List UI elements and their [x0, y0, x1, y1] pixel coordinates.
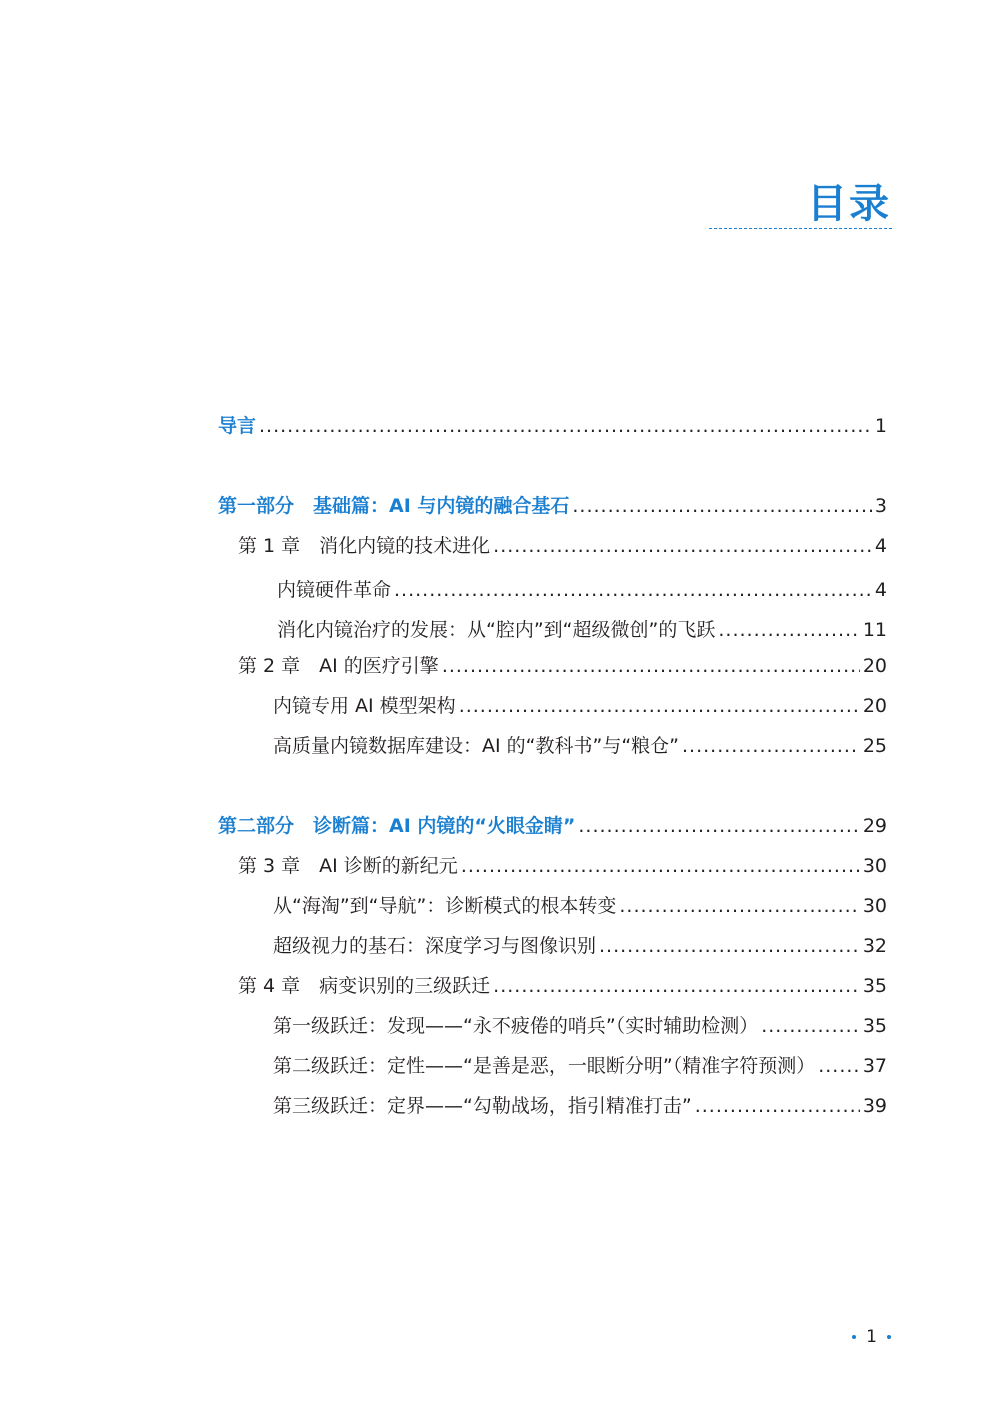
toc-entry-chapter-4[interactable]	[238, 971, 887, 1001]
toc-entry-section[interactable]	[277, 615, 887, 645]
toc-dot-leader	[695, 1091, 860, 1121]
toc-page-number: 20	[862, 695, 887, 717]
toc-page-number: 4	[874, 579, 887, 601]
toc-dot-leader	[493, 971, 860, 1001]
toc-entry-introduction[interactable]	[218, 411, 887, 441]
toc-entry-chapter-3[interactable]	[238, 851, 887, 881]
toc-page-number: 30	[862, 855, 887, 877]
toc-entry-section[interactable]	[273, 1011, 887, 1041]
toc-page-number: 20	[862, 655, 887, 677]
toc-entry-section[interactable]	[273, 1051, 887, 1081]
toc-page-number: 35	[862, 975, 887, 997]
toc-entry-part-1[interactable]	[218, 491, 887, 521]
toc-page-number: 25	[862, 735, 887, 757]
toc-page-number: 32	[862, 935, 887, 957]
toc-page-number: 3	[874, 495, 887, 517]
toc-dot-leader	[461, 851, 860, 881]
toc-entry-section[interactable]	[273, 931, 887, 961]
toc-entry-section[interactable]	[273, 731, 887, 761]
toc-entry-title: 超级视力的基石：深度学习与图像识别	[273, 935, 597, 957]
toc-entry-part-2[interactable]	[218, 811, 887, 841]
toc-dot-leader	[459, 691, 860, 721]
toc-dot-leader	[578, 811, 859, 841]
toc-dot-leader	[599, 931, 860, 961]
toc-entry-section[interactable]	[273, 691, 887, 721]
toc-entry-chapter-1[interactable]	[238, 531, 887, 561]
toc-entry-title: 第三级跃迁：定界——“勾勒战场，指引精准打击”	[273, 1095, 692, 1117]
toc-dot-leader	[442, 651, 860, 681]
toc-page-number: 39	[862, 1095, 887, 1117]
toc-entry-chapter-2[interactable]	[238, 651, 887, 681]
toc-page-number: 29	[862, 815, 887, 837]
toc-dot-leader	[761, 1011, 860, 1041]
toc-page-number: 1	[874, 415, 887, 437]
toc-page-number: 30	[862, 895, 887, 917]
toc-entry-title: 消化内镜治疗的发展：从“腔内”到“超级微创”的飞跃	[277, 619, 716, 641]
toc-page-number: 35	[862, 1015, 887, 1037]
toc-entry-title: 导言	[218, 415, 257, 437]
toc-dot-leader	[572, 491, 872, 521]
toc-entry-title: 内镜专用 AI 模型架构	[273, 695, 456, 717]
toc-entry-title: 高质量内镜数据库建设：AI 的“教科书”与“粮仓”	[273, 735, 680, 757]
toc-dot-leader	[682, 731, 860, 761]
toc-dot-leader	[619, 891, 859, 921]
toc-dot-leader	[718, 615, 859, 645]
page-title: 目录	[807, 181, 891, 227]
toc-entry-title: 内镜硬件革命	[277, 579, 392, 601]
toc-dot-leader	[818, 1051, 860, 1081]
toc-entry-title: 第 4 章 病变识别的三级跃迁	[238, 975, 491, 997]
bullet-dot-icon	[852, 1335, 856, 1339]
toc-entry-title: 第一级跃迁：发现——“永不疲倦的哨兵”（实时辅助检测）	[273, 1015, 759, 1037]
toc-entry-title: 第 1 章 消化内镜的技术进化	[238, 535, 491, 557]
toc-page-number: 37	[862, 1055, 887, 1077]
toc-entry-title: 第 3 章 AI 诊断的新纪元	[238, 855, 458, 877]
toc-dot-leader	[493, 531, 872, 561]
page-footer	[852, 1327, 891, 1347]
toc-page-number: 11	[862, 619, 887, 641]
toc-page-number: 4	[874, 535, 887, 557]
toc-entry-title: 第二部分 诊断篇：AI 内镜的“火眼金睛”	[218, 815, 576, 837]
page-number: 1	[866, 1327, 877, 1347]
toc-entry-title: 第二级跃迁：定性——“是善是恶，一眼断分明”（精准字符预测）	[273, 1055, 816, 1077]
toc-entry-title: 第 2 章 AI 的医疗引擎	[238, 655, 439, 677]
toc-entry-section[interactable]	[277, 575, 887, 605]
toc-entry-section[interactable]	[273, 891, 887, 921]
toc-entry-section[interactable]	[273, 1091, 887, 1121]
toc-entry-title: 从“海淘”到“导航”：诊断模式的根本转变	[273, 895, 617, 917]
bullet-dot-icon	[887, 1335, 891, 1339]
toc-dot-leader	[394, 575, 872, 605]
toc-entry-title: 第一部分 基础篇：AI 与内镜的融合基石	[218, 495, 570, 517]
toc-dot-leader	[259, 411, 872, 441]
